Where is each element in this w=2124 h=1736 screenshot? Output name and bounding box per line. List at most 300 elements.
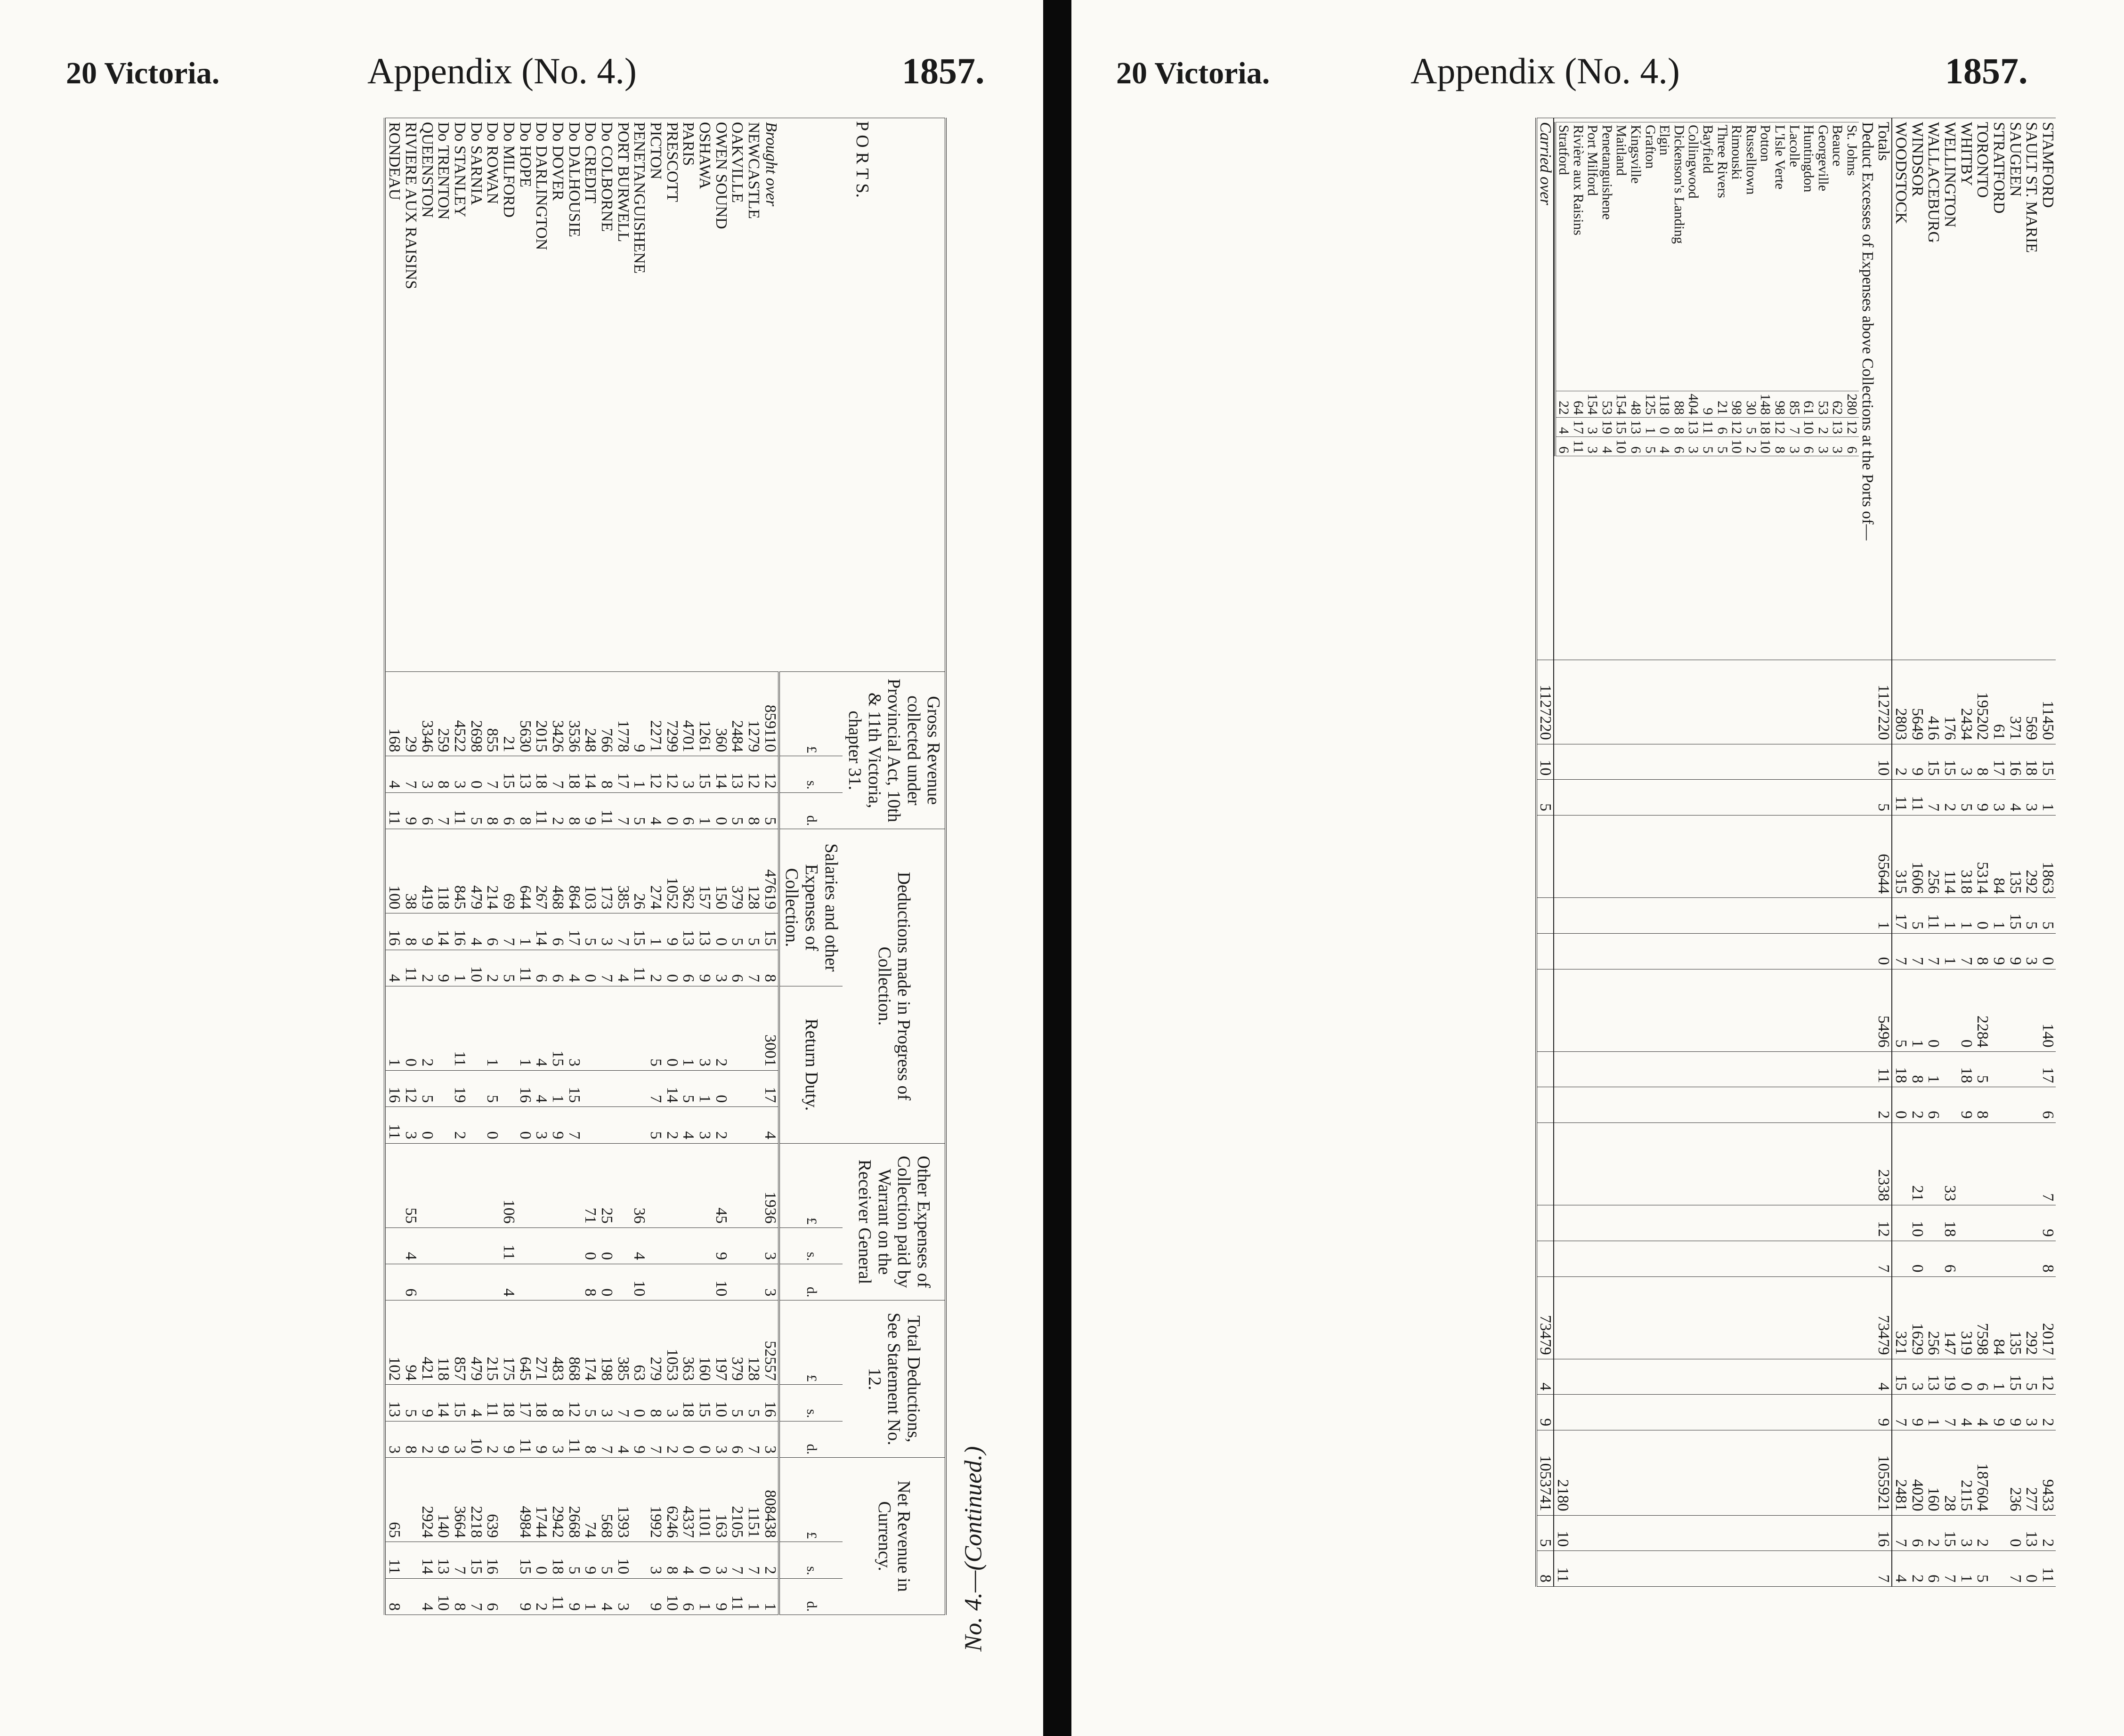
oth-pence [517, 1264, 533, 1300]
deduct-shillings: 7 [1787, 418, 1801, 437]
oth-shillings [468, 1227, 484, 1264]
oth-shillings [484, 1227, 501, 1264]
sal-pounds: 84 [1990, 816, 2007, 898]
net-pounds: 74 [582, 1458, 599, 1542]
currency-header: s. [779, 756, 843, 792]
ret-shillings: 17 [762, 1070, 779, 1106]
net-shillings [402, 1542, 419, 1578]
ret-shillings [582, 1070, 599, 1106]
net-pounds: 2115 [1958, 1430, 1974, 1516]
ret-pence: 9 [549, 1107, 566, 1143]
port-name: Do COLBORNE [598, 118, 615, 672]
tot-pence: 9 [533, 1421, 550, 1457]
currency-header: s. [779, 1542, 843, 1578]
carried-over-row [1536, 118, 1554, 1587]
oth-pounds [647, 1143, 664, 1227]
ret-shillings [500, 1070, 517, 1106]
net-shillings [1990, 1515, 2007, 1551]
oth-pounds [468, 1143, 484, 1227]
table-row [1941, 118, 1958, 1587]
ret-pence: 9 [1958, 1087, 1974, 1123]
tot-pounds: 271 [533, 1300, 550, 1385]
ret-pence [500, 1107, 517, 1143]
tot-pounds: 73479 [1536, 1276, 1554, 1359]
gross-pounds: 259 [435, 672, 452, 756]
gross-pence: 4 [2007, 780, 2023, 816]
sal-pounds: 362 [680, 829, 697, 913]
net-shillings: 15 [468, 1542, 484, 1578]
deduct-shillings: 12 [1729, 418, 1744, 437]
ret-pence [631, 1107, 648, 1143]
net-pounds: 160 [1925, 1430, 1942, 1516]
sal-pence: 11 [517, 950, 533, 986]
sal-pounds: 468 [549, 829, 566, 913]
sal-pounds: 65644 [1875, 816, 1892, 898]
tot-shillings: 18 [500, 1385, 517, 1421]
empty-cell [1554, 780, 1875, 816]
sal-shillings: 5 [2039, 898, 2056, 934]
gross-pounds: 766 [598, 672, 615, 756]
deductions-header: Deductions made in Progress of Collection. [843, 829, 946, 1144]
sal-pence: 9 [1990, 933, 2007, 969]
deduct-port: Lacolle [1787, 122, 1801, 391]
oth-shillings: 18 [1941, 1205, 1958, 1241]
gross-pounds: 248 [582, 672, 599, 756]
oth-pence: 6 [1941, 1241, 1958, 1276]
deduct-pounds: 30 [1743, 391, 1758, 418]
net-pounds: 808438 [762, 1458, 779, 1542]
table-row [566, 118, 582, 1615]
tot-pounds: 198 [598, 1300, 615, 1385]
ret-shillings: 1 [1925, 1051, 1942, 1087]
deduct-item [1700, 122, 1715, 456]
oth-shillings [419, 1227, 435, 1264]
port-name: PARIS [680, 118, 697, 672]
oth-shillings [696, 1227, 713, 1264]
tot-shillings: 19 [1941, 1359, 1958, 1395]
gross-pence: 5 [468, 792, 484, 829]
deduct-pounds: 88 [1671, 391, 1686, 418]
ret-shillings: 8 [1909, 1051, 1925, 1087]
gross-pence: 7 [1925, 780, 1942, 816]
oth-pence [484, 1264, 501, 1300]
oth-pounds: 106 [500, 1143, 517, 1227]
net-pence: 8 [1536, 1551, 1554, 1587]
oth-shillings: 9 [2039, 1205, 2056, 1241]
ret-pence [615, 1107, 631, 1143]
sal-shillings: 9 [419, 913, 435, 950]
sal-pence: 9 [696, 950, 713, 986]
oth-pence: 4 [500, 1264, 517, 1300]
tot-pounds: 128 [745, 1300, 762, 1385]
tot-pence: 9 [1875, 1395, 1892, 1430]
net-shillings: 2 [1925, 1515, 1942, 1551]
ret-pence: 2 [713, 1107, 729, 1143]
gross-pence: 8 [484, 792, 501, 829]
sal-pence: 2 [647, 950, 664, 986]
sal-pounds: 150 [713, 829, 729, 913]
deduct-items-table [1554, 122, 1858, 456]
gross-shillings: 7 [484, 756, 501, 792]
sal-pence: 7 [1909, 933, 1925, 969]
oth-pounds [435, 1143, 452, 1227]
empty-cell [1554, 816, 1875, 898]
oth-pounds: 2338 [1875, 1123, 1892, 1205]
deduct-pounds: 53 [1599, 391, 1614, 418]
deduct-pence: 3 [1830, 437, 1845, 456]
tot-pence: 9 [1909, 1395, 1925, 1430]
tot-pounds: 319 [1958, 1276, 1974, 1359]
deduct-pence: 6 [1801, 437, 1816, 456]
ret-pounds: 1 [484, 986, 501, 1070]
oth-pence [2007, 1241, 2023, 1276]
ret-pence: 3 [402, 1107, 419, 1143]
sal-pence: 6 [533, 950, 550, 986]
port-name: PRESCOTT [664, 118, 680, 672]
tot-pounds: 52557 [762, 1300, 779, 1385]
tot-shillings: 0 [1958, 1359, 1974, 1395]
net-shillings: 15 [517, 1542, 533, 1578]
tot-pounds: 256 [1925, 1276, 1942, 1359]
currency-header: s. [779, 1385, 843, 1421]
deduct-item [1729, 122, 1744, 456]
tot-pence: 7 [745, 1421, 762, 1457]
net-pence: 10 [435, 1578, 452, 1615]
ret-pounds [1941, 969, 1958, 1051]
sal-pounds: 157 [696, 829, 713, 913]
sal-pence: 4 [615, 950, 631, 986]
sal-shillings: 7 [500, 913, 517, 950]
currency-header: d. [779, 792, 843, 829]
sal-shillings: 15 [2007, 898, 2023, 934]
tot-pence: 9 [2007, 1395, 2023, 1430]
tot-pence: 7 [1941, 1395, 1958, 1430]
table-row [435, 118, 452, 1615]
gross-pounds: 176 [1941, 660, 1958, 744]
deduct-pounds: 53 [1816, 391, 1830, 418]
ret-shillings: 1 [549, 1070, 566, 1106]
port-name: Do ROWAN [484, 118, 501, 672]
deduct-shillings: 1 [1643, 418, 1657, 437]
gross-shillings: 15 [1925, 744, 1942, 780]
tot-pence: 7 [647, 1421, 664, 1457]
sal-shillings: 0 [713, 913, 729, 950]
port-name: Totals [1875, 118, 1892, 660]
gross-pence: 0 [713, 792, 729, 829]
gross-pounds: 2484 [729, 672, 746, 756]
empty-cell [1554, 1359, 1875, 1395]
net-pounds: 639 [484, 1458, 501, 1542]
port-name: RONDEAU [385, 118, 403, 672]
deduct-pounds: 404 [1686, 391, 1701, 418]
tot-pence: 7 [598, 1421, 615, 1457]
gross-pence: 5 [762, 792, 779, 829]
deduct-port: Bayfield [1700, 122, 1715, 391]
tot-pence: 2 [664, 1421, 680, 1457]
net-pounds [500, 1458, 517, 1542]
port-name: PENETANGUISHENE [631, 118, 648, 672]
net-shillings: 8 [664, 1542, 680, 1578]
gross-header: Gross Revenue collected under Provincial Act, 10th & 11th Victoria, chapter 31. [843, 672, 946, 829]
port-name: Do HOPE [517, 118, 533, 672]
gross-pounds: 4522 [451, 672, 468, 756]
net-pounds: 140 [435, 1458, 452, 1542]
port-name: QUEENSTON [419, 118, 435, 672]
gross-pence: 2 [549, 792, 566, 829]
net-pence [1990, 1551, 2007, 1587]
sal-pounds: 103 [582, 829, 599, 913]
sal-pounds: 1863 [2039, 816, 2056, 898]
deduct-pence: 3 [1787, 437, 1801, 456]
ret-pounds [468, 986, 484, 1070]
net-pounds: 2105 [729, 1458, 746, 1542]
deduct-pounds: 61 [1801, 391, 1816, 418]
deduct-port: Kingsville [1628, 122, 1643, 391]
tot-shillings: 3 [598, 1385, 615, 1421]
oth-pence: 3 [762, 1264, 779, 1300]
deduct-shillings: 13 [1686, 418, 1701, 437]
net-pounds: 4984 [517, 1458, 533, 1542]
ret-pounds: 11 [451, 986, 468, 1070]
deduct-port: Port Milford [1585, 122, 1600, 391]
deduct-pounds: 22 [1555, 391, 1571, 418]
net-pence: 6 [1925, 1551, 1942, 1587]
net-shillings: 0 [696, 1542, 713, 1578]
deduct-item [1801, 122, 1816, 456]
gross-pounds: 5630 [517, 672, 533, 756]
tot-pounds: 197 [713, 1300, 729, 1385]
net-pence: 8 [385, 1578, 403, 1615]
oth-pounds [419, 1143, 435, 1227]
net-shillings: 3 [1958, 1515, 1974, 1551]
deduct-pounds: 9 [1700, 391, 1715, 418]
oth-pounds [1925, 1123, 1942, 1205]
gross-pence: 8 [566, 792, 582, 829]
empty-cell [1554, 744, 1875, 780]
gross-shillings: 15 [696, 756, 713, 792]
gross-pounds: 168 [385, 672, 403, 756]
ret-pounds: 0 [664, 986, 680, 1070]
net-pounds: 1393 [615, 1458, 631, 1542]
gross-shillings: 7 [549, 756, 566, 792]
sal-shillings: 16 [385, 913, 403, 950]
tot-pounds: 292 [2023, 1276, 2040, 1359]
ret-shillings: 1 [696, 1070, 713, 1106]
tot-shillings: 13 [385, 1385, 403, 1421]
port-name: SAULT ST. MARIE [2023, 118, 2040, 660]
table-row [1990, 118, 2007, 1587]
net-pence: 5 [1974, 1551, 1991, 1587]
tot-pounds: 160 [696, 1300, 713, 1385]
deduct-item [1614, 122, 1629, 456]
tot-pounds: 645 [517, 1300, 533, 1385]
sal-pence: 6 [549, 950, 566, 986]
deduct-shillings: 0 [1657, 418, 1672, 437]
net-shillings: 5 [598, 1542, 615, 1578]
tot-pounds: 73479 [1875, 1276, 1892, 1359]
oth-pounds: 45 [713, 1143, 729, 1227]
oth-shillings: 12 [1875, 1205, 1892, 1241]
port-name: Do MILFORD [500, 118, 517, 672]
sal-shillings: 5 [745, 913, 762, 950]
port-name: Do TRENTON [435, 118, 452, 672]
sal-pounds: 128 [745, 829, 762, 913]
net-pounds: 1744 [533, 1458, 550, 1542]
sal-pence: 6 [680, 950, 697, 986]
gross-shillings: 3 [680, 756, 697, 792]
sal-pence: 9 [435, 950, 452, 986]
port-name: OWEN SOUND [713, 118, 729, 672]
ret-pence: 8 [1974, 1087, 1991, 1123]
return-duty-header: Return Duty. [779, 986, 843, 1143]
oth-pence [1958, 1241, 1974, 1276]
ret-pounds [1990, 969, 2007, 1051]
tot-pence: 11 [566, 1421, 582, 1457]
net-pence: 10 [664, 1578, 680, 1615]
deduct-shillings: 11 [1700, 418, 1715, 437]
empty-cell [1554, 1087, 1875, 1123]
port-name: WELLINGTON [1941, 118, 1958, 660]
tot-pence: 1 [1925, 1395, 1942, 1430]
oth-pence: 0 [1909, 1241, 1925, 1276]
appendix-title: Appendix (No. 4.) [367, 50, 637, 91]
gross-shillings: 18 [566, 756, 582, 792]
ret-pounds [598, 986, 615, 1070]
deduct-item [1772, 122, 1787, 456]
sal-pounds: 135 [2007, 816, 2023, 898]
sal-pence: 7 [1958, 933, 1974, 969]
tot-pounds: 385 [615, 1300, 631, 1385]
tot-shillings: 18 [680, 1385, 697, 1421]
oth-pence: 8 [582, 1264, 599, 1300]
sal-pounds: 318 [1958, 816, 1974, 898]
net-pence: 11 [549, 1578, 566, 1615]
deduct-item [1555, 122, 1571, 456]
tot-pence: 9 [1536, 1395, 1554, 1430]
tot-pence: 3 [762, 1421, 779, 1457]
sal-shillings: 11 [1925, 898, 1942, 934]
tot-pence: 3 [451, 1421, 468, 1457]
gross-pounds: 1127220 [1875, 660, 1892, 744]
net-pence: 1 [582, 1578, 599, 1615]
sal-pounds: 479 [468, 829, 484, 913]
sal-pence: 11 [631, 950, 648, 986]
sal-pounds: 38 [402, 829, 419, 913]
port-name: OAKVILLE [729, 118, 746, 672]
deduct-pounds: 125 [1643, 391, 1657, 418]
ret-pence [582, 1107, 599, 1143]
oth-pence [1536, 1241, 1554, 1276]
empty-cell [1554, 660, 1875, 744]
oth-pence [615, 1264, 631, 1300]
deduct-shillings: 17 [1571, 418, 1585, 437]
deduct-heading [1554, 118, 1875, 660]
deduct-pence: 6 [1628, 437, 1643, 456]
tot-shillings: 18 [533, 1385, 550, 1421]
tot-shillings: 5 [729, 1385, 746, 1421]
tot-pounds: 147 [1941, 1276, 1958, 1359]
oth-shillings [2023, 1205, 2040, 1241]
sal-pence: 7 [745, 950, 762, 986]
deduct-total-pence: 11 [1554, 1551, 1875, 1587]
tot-shillings: 5 [745, 1385, 762, 1421]
net-shillings: 2 [2039, 1515, 2056, 1551]
table-row [1892, 118, 1909, 1587]
sal-pence: 0 [664, 950, 680, 986]
oth-shillings [745, 1227, 762, 1264]
oth-pounds [451, 1143, 468, 1227]
empty-cell [1554, 1205, 1875, 1241]
port-name: RIVIERE AUX RAISINS [402, 118, 419, 672]
oth-pounds [696, 1143, 713, 1227]
sal-shillings: 15 [631, 913, 648, 950]
oth-pounds [2007, 1123, 2023, 1205]
currency-header: d. [779, 1578, 843, 1615]
revenue-table [384, 118, 947, 1615]
sal-pounds: 864 [566, 829, 582, 913]
gross-shillings: 3 [1958, 744, 1974, 780]
tot-pounds: 94 [402, 1300, 419, 1385]
net-shillings: 2 [762, 1542, 779, 1578]
deduct-shillings: 5 [1743, 418, 1758, 437]
net-pence: 9 [566, 1578, 582, 1615]
oth-shillings [549, 1227, 566, 1264]
gross-pence: 6 [500, 792, 517, 829]
net-pence [631, 1578, 648, 1615]
tot-pence: 4 [1958, 1395, 1974, 1430]
sal-pence: 1 [451, 950, 468, 986]
gross-pence: 7 [435, 792, 452, 829]
ret-shillings [631, 1070, 648, 1106]
gross-pence: 8 [745, 792, 762, 829]
sal-shillings: 1 [517, 913, 533, 950]
table-row [713, 118, 729, 1615]
deduct-item [1830, 122, 1845, 456]
oth-shillings: 10 [1909, 1205, 1925, 1241]
ret-shillings: 16 [385, 1070, 403, 1106]
oth-shillings [566, 1227, 582, 1264]
tot-pence: 3 [549, 1421, 566, 1457]
gross-shillings: 15 [1941, 744, 1958, 780]
gross-pounds: 3346 [419, 672, 435, 756]
gross-pounds: 371 [2007, 660, 2023, 744]
tot-shillings: 5 [402, 1385, 419, 1421]
sal-pence: 1 [1941, 933, 1958, 969]
net-pence: 8 [451, 1578, 468, 1615]
ret-pence: 2 [1909, 1087, 1925, 1123]
deduct-shillings: 18 [1758, 418, 1773, 437]
ret-shillings [598, 1070, 615, 1106]
oth-shillings: 9 [713, 1227, 729, 1264]
tot-shillings: 14 [435, 1385, 452, 1421]
ret-shillings: 17 [2039, 1051, 2056, 1087]
net-pounds: 4337 [680, 1458, 697, 1542]
tot-pence: 2 [2039, 1395, 2056, 1430]
tot-pence: 2 [419, 1421, 435, 1457]
ret-pounds: 0 [402, 986, 419, 1070]
deduct-port: Stratford [1555, 122, 1571, 391]
oth-shillings: 4 [631, 1227, 648, 1264]
oth-pence [745, 1264, 762, 1300]
deduct-shillings: 12 [1844, 418, 1859, 437]
empty-cell [1554, 933, 1875, 969]
gross-shillings: 18 [533, 756, 550, 792]
deduct-pounds: 85 [1787, 391, 1801, 418]
gross-pounds: 11450 [2039, 660, 2056, 744]
net-pence: 4 [1892, 1551, 1909, 1587]
ret-shillings [1941, 1051, 1958, 1087]
sal-pence: 11 [402, 950, 419, 986]
